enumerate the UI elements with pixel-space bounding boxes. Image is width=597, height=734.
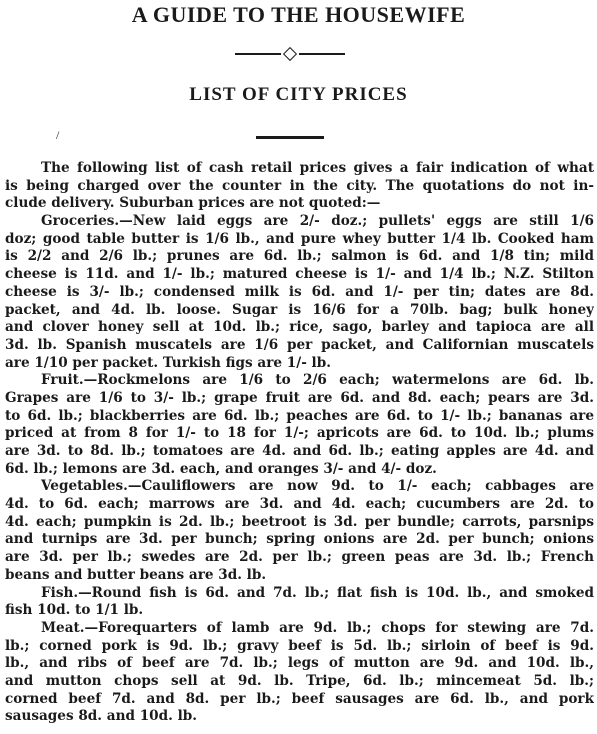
diamond-ornament-icon (283, 47, 297, 61)
article-line: packet, and 4d. lb. loose. Sugar is 16/6 for a 70lb. bag; bulk honey (5, 301, 594, 318)
ornamental-divider (235, 48, 345, 60)
print-speck: / (56, 128, 60, 142)
divider-line-right (299, 53, 345, 55)
article-body (5, 160, 594, 726)
article-line: are 3d. per lb.; swedes are 2d. per lb.; green peas are 3d. lb.; French (5, 549, 594, 566)
article-line: 4d. each; pumpkin is 2d. lb.; beetroot is 3d. per bundle; carrots, parsnips (5, 513, 594, 530)
article-line: lb., and ribs of beef are 7d. lb.; legs of mutton are 9d. and 10d. lb., (5, 655, 594, 672)
article-line: 3d. lb. Spanish muscatels are 1/6 per packet, and Californian muscatels (5, 336, 594, 353)
article-line: beans and butter beans are 3d. lb. (5, 566, 267, 583)
article-line: Groceries.—New laid eggs are 2/- doz.; pullets' eggs are still 1/6 (41, 213, 594, 230)
article-line: Meat.—Forequarters of lamb are 9d. lb.; chops for stewing are 7d. (41, 619, 594, 636)
article-line: sausages 8d. and 10d. lb. (5, 708, 197, 725)
article-line: priced at from 8 for 1/- to 18 for 1/-; apricots are 6d. to 10d. lb.; plums (5, 425, 594, 442)
article-line: lb.; corned pork is 9d. lb.; gravy beef is 5d. lb.; sirloin of beef is 9d. (5, 637, 594, 654)
article-line: cheese is 3/- lb.; condensed milk is 6d. and 1/- per tin; dates are 8d. (5, 283, 594, 300)
article-line: 4d. to 6d. each; marrows are 3d. and 4d. each; cucumbers are 2d. to (5, 496, 594, 513)
divider-line-left (235, 53, 281, 55)
article-line: is 2/2 and 2/6 lb.; prunes are 6d. lb.; salmon is 6d. and 1/8 tin; mild (5, 248, 594, 265)
article-line: corned beef 7d. and 8d. per lb.; beef sausages are 6d. lb., and pork (5, 690, 594, 707)
article-line: clude delivery. Suburban prices are not quoted:— (5, 195, 381, 212)
article-line: and clover honey sell at 10d. lb.; rice, sago, barley and tapioca are all (5, 319, 594, 336)
article-line: and mutton chops sell at 9d. lb. Tripe, 6d. lb.; mincemeat 5d. lb.; (5, 672, 594, 689)
article-line: Vegetables.—Cauliflowers are now 9d. to 1/- each; cabbages are (41, 478, 594, 495)
article-line: 6d. lb.; lemons are 3d. each, and oranges 3/- and 4/- doz. (5, 460, 437, 477)
article-line: is being charged over the counter in the city. The quotations do not in- (5, 177, 594, 194)
article-line: are 1/10 per packet. Turkish figs are 1/- lb. (5, 354, 331, 371)
article-line: Grapes are 1/6 to 3/- lb.; grape fruit are 6d. and 8d. each; pears are 3d. (5, 389, 594, 406)
article-line: are 3d. to 8d. lb.; tomatoes are 4d. and 6d. lb.; eating apples are 4d. and (5, 443, 594, 459)
article-line: Fish.—Round fish is 6d. and 7d. lb.; flat fish is 10d. lb., and smoked (41, 584, 594, 601)
heading-rule (256, 136, 324, 139)
article-line: Fruit.—Rockmelons are 1/6 to 2/6 each; watermelons are 6d. lb. (41, 372, 594, 389)
headline: A GUIDE TO THE HOUSEWIFE (131, 2, 466, 27)
article-line: cheese is 11d. and 1/- lb.; matured cheese is 1/- and 1/4 lb.; N.Z. Stilton (5, 266, 594, 283)
article-line: The following list of cash retail prices gives a fair indication of what (41, 160, 594, 176)
article-line: to 6d. lb.; blackberries are 6d. lb.; peaches are 6d. to 1/- lb.; bananas are (5, 407, 594, 424)
article-line: and turnips are 3d. per bunch; spring onions are 2d. per bunch; onions (5, 531, 594, 548)
article-line: fish 10d. to 1/1 lb. (5, 602, 144, 619)
article-line: doz; good table butter is 1/6 lb., and pure whey butter 1/4 lb. Cooked ham (5, 230, 594, 247)
subheadline: LIST OF CITY PRICES (189, 84, 408, 105)
